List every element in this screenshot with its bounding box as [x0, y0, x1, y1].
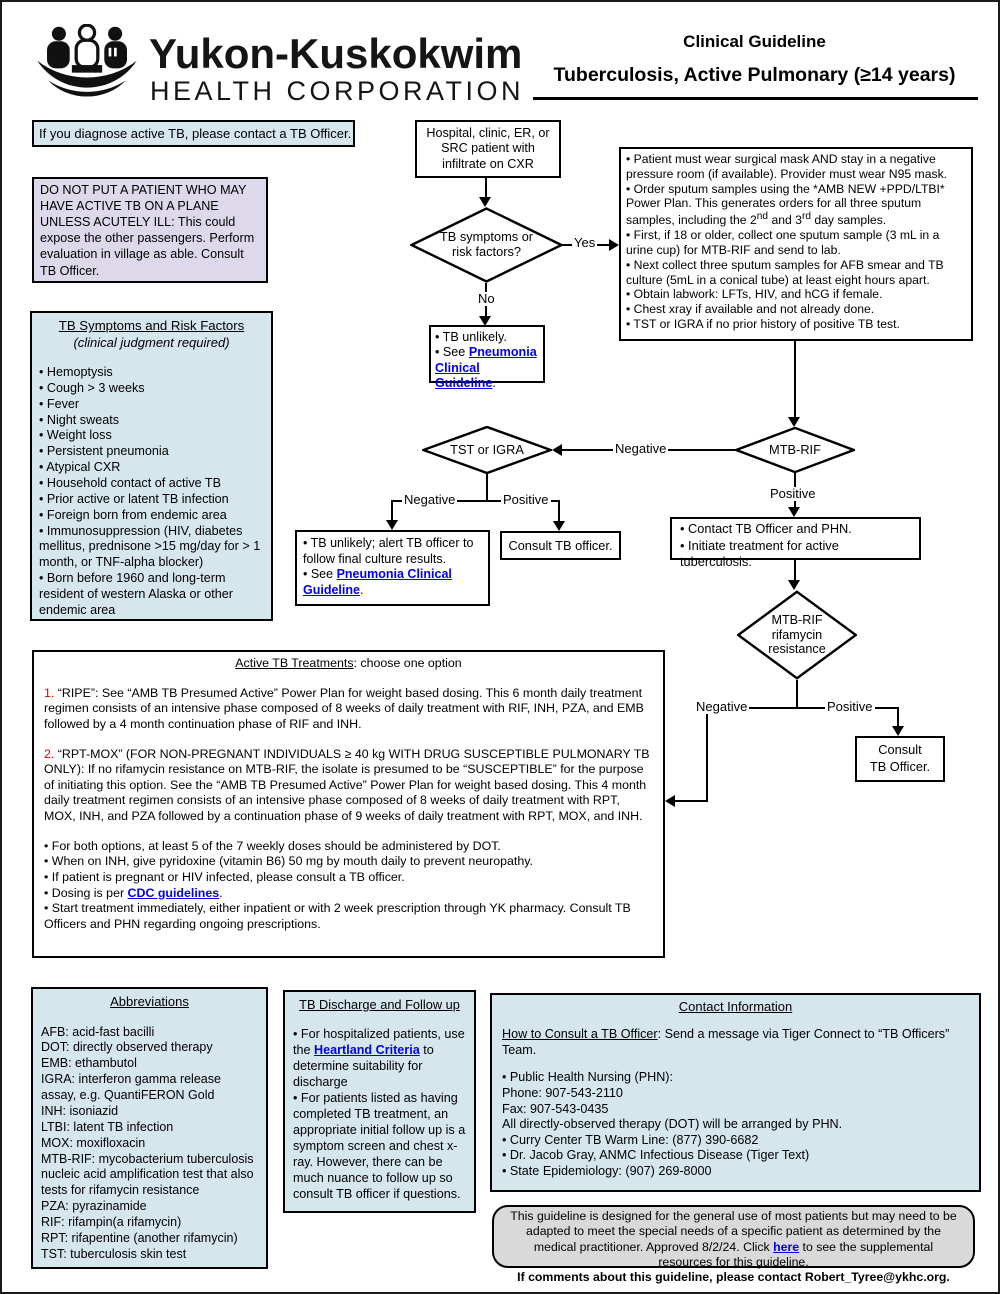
treatment-option-1: 1. “RIPE”: See “AMB TB Presumed Active” Power Plan for weight based dosing. This 6 month daily treatment regimen consists of an intensive phase composed of 8 weeks of daily treatment with RIF, INH, PZA, and EMB followed by a 4 month continuation phase of RIF and INH. [44, 685, 644, 731]
tb-unlikely-see: • See Pneumonia Clinical Guideline. [435, 345, 537, 391]
abbreviation-item: LTBI: latent TB infection [41, 1119, 174, 1134]
connector-line [794, 560, 796, 582]
label-negative: Negative [615, 441, 667, 456]
treatments-box [32, 650, 665, 958]
contact-notice-text: If you diagnose active TB, please contact a TB Officer. [39, 126, 352, 141]
abbreviation-item: TST: tuberculosis skin test [41, 1246, 187, 1261]
orders-item: • Order sputum samples using the *AMB NEW +PPD/LTBI* Power Plan. This generates orders for all three sputum samples, including the 2nd and 3rd day samples. [626, 181, 945, 228]
discharge-title: TB Discharge and Follow up [299, 997, 460, 1012]
label-no: No [478, 291, 495, 306]
symptoms-risk-box [30, 311, 273, 621]
disclaimer-box [492, 1205, 975, 1285]
flow-start-box [415, 120, 561, 178]
abbreviation-item: MOX: moxifloxacin [41, 1135, 146, 1150]
orders-item: • Obtain labwork: LFTs, HIV, and hCG if female. [626, 287, 883, 302]
plane-warning-box [32, 177, 268, 283]
symptom-item: • Foreign born from endemic area [39, 507, 227, 522]
decision-rifamycin-resistance [737, 590, 857, 680]
abbreviation-item: PZA: pyrazinamide [41, 1199, 147, 1214]
pneumonia-guideline-link[interactable]: Pneumonia Clinical Guideline [303, 567, 452, 597]
contact-item: • State Epidemiology: (907) 269-8000 [502, 1163, 712, 1178]
connector-line [897, 707, 899, 727]
decision-tst-igra-text: TST or IGRA [450, 441, 524, 457]
page-title: Tuberculosis, Active Pulmonary (≥14 years) [553, 64, 956, 86]
treat-line: • Contact TB Officer and PHN. [680, 521, 852, 536]
decision-tb-symptoms-text: TB symptoms or risk factors? [439, 229, 534, 259]
arrow-down-icon [386, 520, 398, 530]
decision-rifamycin-text: MTB-RIF rifamycin resistance [768, 613, 826, 657]
orders-item: • First, if 18 or older, collect one sputum sample (3 mL in a urine cup) for MTB-RIF and send to lab. [626, 228, 940, 257]
contact-item: • Public Health Nursing (PHN): [502, 1070, 673, 1085]
contact-list [502, 1070, 969, 1179]
symptom-item: • Weight loss [39, 428, 112, 443]
superscript: rd [801, 211, 811, 223]
symptoms-list [39, 365, 264, 619]
arrow-down-icon [892, 726, 904, 736]
symptom-item: • Prior active or latent TB infection [39, 491, 229, 506]
consult-tb-officer-box [500, 531, 621, 560]
title-underline [533, 97, 978, 100]
treatment-note: • When on INH, give pyridoxine (vitamin B6) 50 mg by mouth daily to prevent neuropathy. [44, 854, 533, 869]
connector-line [558, 500, 560, 521]
discharge-followup-box [283, 990, 476, 1213]
symptom-item: • Persistent pneumonia [39, 444, 169, 459]
contact-title: Contact Information [678, 999, 793, 1014]
connector-line [486, 474, 488, 501]
decision-mtbrif [735, 427, 855, 473]
ykhc-logo-icon [32, 24, 142, 104]
cdc-guidelines-link[interactable]: CDC guidelines [127, 885, 220, 900]
contact-item: Phone: 907-543-2110 [502, 1085, 623, 1100]
orders-item: • Patient must wear surgical mask AND stay in a negative pressure room (if available). Provider must wear N95 mask. [626, 152, 948, 181]
contact-item: All directly-observed therapy (DOT) will be arranged by PHN. [502, 1117, 843, 1132]
symptom-item: • Hemoptysis [39, 365, 113, 379]
plane-warning-text: DO NOT PUT A PATIENT WHO MAY HAVE ACTIVE TB ON A PLANE UNLESS ACUTELY ILL: This could expose the other passengers. Perform evaluation in village as able. Consult TB Officer. [40, 183, 255, 278]
abbreviation-item: INH: isoniazid [41, 1103, 119, 1118]
treatment-note: • Start treatment immediately, either inpatient or with 2 week prescription through YK pharmacy. Consult TB Officers and PHN regarding ongoing prescriptions. [44, 901, 631, 931]
discharge-bullet: • For patients listed as having completed TB treatment, an appropriate initial follow up is a symptom screen and chest x-ray. However, there can be much nuance to follow up so consult TB officer if questions. [293, 1091, 466, 1202]
symptoms-subtitle: (clinical judgment required) [73, 334, 230, 350]
abbreviation-item: DOT: directly observed therapy [41, 1040, 213, 1055]
how-to-consult: How to Consult a TB Officer: Send a message via Tiger Connect to “TB Officers” Team. [502, 1027, 950, 1057]
heartland-criteria-link[interactable]: Heartland Criteria [314, 1043, 420, 1058]
contact-item: • Curry Center TB Warm Line: (877) 390-6682 [502, 1132, 759, 1147]
abbreviations-title: Abbreviations [110, 994, 189, 1009]
connector-line [796, 680, 798, 709]
abbreviations-list [41, 1025, 258, 1263]
symptom-item: • Household contact of active TB [39, 476, 221, 491]
treatment-note: • Dosing is per CDC guidelines. [44, 885, 223, 900]
pneumonia-guideline-link[interactable]: Pneumonia Clinical Guideline [435, 345, 537, 391]
symptom-item: • Atypical CXR [39, 460, 121, 475]
disclaimer-text: This guideline is designed for the general use of most patients but may need to be adapted to meet the special needs of a specific patient as determined by the medical practitioner. [510, 1209, 957, 1254]
decision-mtbrif-text: MTB-RIF [769, 441, 821, 457]
treatment-option-2: 2. “RPT-MOX” (FOR NON-PREGNANT INDIVIDUALS ≥ 40 kg WITH DRUG SUSCEPTIBLE PULMONARY TB ONLY): If no rifamycin resistance on MTB-RIF, the isolate is presumed to be “SUSCEPTIBLE” for the purpose of initiating this option. See the “AMB TB Presumed Active” Power Plan for weight based dosing. This 4 month daily treatment regimen consists of an intensive phase composed of 8 weeks of daily treatment with RPT, MOX, INH, and PZA followed by a continuation phase of 9 weeks of daily treatment with RPT, MOX, and INH. [44, 746, 650, 823]
tb-unlikely-box [429, 325, 545, 391]
symptom-item: • Born before 1960 and long-term resident of western Alaska or other endemic area [39, 571, 233, 617]
orders-item: • TST or IGRA if no prior history of positive TB test. [626, 317, 900, 331]
arrow-left-icon [665, 795, 675, 807]
symptoms-title: TB Symptoms and Risk Factors [58, 318, 245, 333]
abbreviation-item: MTB-RIF: mycobacterium tuberculosis nucleic acid amplification test that also tests for rifamycin resistance [41, 1151, 254, 1198]
symptom-item: • Fever [39, 396, 80, 411]
org-name: Yukon-Kuskokwim [149, 30, 523, 77]
connector-line [706, 707, 708, 802]
disclaimer-approval: Approved 8/2/24. Click here to see the supplemental resources for this guideline. [645, 1239, 934, 1270]
abbreviation-item: RIF: rifampin(a rifamycin) [41, 1215, 182, 1229]
alert-line: • TB unlikely; alert TB officer to follow final culture results. [303, 536, 474, 566]
org-subname: HEALTH CORPORATION [150, 76, 525, 106]
label-positive: Positive [827, 699, 873, 714]
abbreviation-item: AFB: acid-fast bacilli [41, 1024, 155, 1039]
flow-start-text: Hospital, clinic, ER, or SRC patient with infiltrate on CXR [426, 125, 550, 171]
alert-see: • See Pneumonia Clinical Guideline. [303, 567, 452, 597]
arrow-down-icon [788, 580, 800, 590]
arrow-down-icon [479, 197, 491, 207]
consult-tb-officer-text: Consult TB officer. [508, 538, 613, 553]
abbreviation-item: RPT: rifapentine (another rifamycin) [41, 1230, 238, 1245]
orders-item: • Chest xray if available and not already done. [626, 302, 875, 317]
contact-notice-box [32, 120, 355, 147]
connector-line [674, 800, 708, 802]
abbreviation-item: IGRA: interferon gamma release assay, e.g. QuantiFERON Gold [41, 1072, 221, 1102]
orders-item: • Next collect three sputum samples for AFB smear and TB culture (5mL in a conical tube) at least eight hours apart. [626, 257, 944, 287]
superscript: nd [756, 211, 769, 223]
symptom-item: • Immunosuppression (HIV, diabetes mellitus, prednisone >15 mg/day for > 1 month, or TNF-alpha blocker) [39, 523, 261, 570]
connector-line [794, 341, 796, 418]
abbreviation-item: EMB: ethambutol [41, 1056, 137, 1071]
initiate-treatment-box [670, 517, 921, 570]
arrow-down-icon [788, 507, 800, 517]
treatment-note: • If patient is pregnant or HIV infected, please consult a TB officer. [44, 869, 405, 884]
contact-info-box [490, 993, 981, 1192]
arrow-down-icon [479, 316, 491, 326]
label-negative: Negative [404, 492, 456, 507]
orders-box [619, 147, 973, 341]
arrow-left-icon [552, 444, 562, 456]
tb-unlikely-line: • TB unlikely. [435, 330, 507, 344]
discharge-bullet: • For hospitalized patients, use the Heartland Criteria to determine suitability for discharge [293, 1027, 465, 1090]
abbreviations-box [31, 987, 268, 1269]
treatment-note: • For both options, at least 5 of the 7 weekly doses should be administered by DOT. [44, 838, 501, 853]
consult-tb-officer-final-box: Consult TB Officer. [855, 736, 945, 782]
treatments-title: Active TB Treatments: choose one option [235, 656, 462, 670]
supplemental-resources-link[interactable]: here [773, 1239, 800, 1254]
label-yes: Yes [574, 235, 596, 250]
symptom-item: • Cough > 3 weeks [39, 380, 145, 395]
symptom-item: • Night sweats [39, 412, 120, 427]
doc-type: Clinical Guideline [683, 32, 826, 51]
connector-line [391, 500, 393, 521]
label-negative: Negative [696, 699, 748, 714]
arrow-right-icon [609, 239, 619, 251]
arrow-down-icon [788, 417, 800, 427]
decision-tst-igra [422, 426, 552, 474]
decision-tb-symptoms [410, 207, 563, 283]
connector-line [485, 178, 487, 199]
label-positive: Positive [770, 486, 816, 501]
tb-unlikely-alert-box [295, 530, 490, 606]
disclaimer-contact: If comments about this guideline, please contact Robert_Tyree@ykhc.org. [517, 1270, 950, 1285]
contact-item: • Dr. Jacob Gray, ANMC Infectious Disease (Tiger Text) [502, 1148, 810, 1163]
label-positive: Positive [503, 492, 549, 507]
treat-line: • Initiate treatment for active tuberculosis. [680, 537, 839, 570]
arrow-down-icon [553, 521, 565, 531]
contact-item: Fax: 907-543-0435 [502, 1101, 609, 1116]
